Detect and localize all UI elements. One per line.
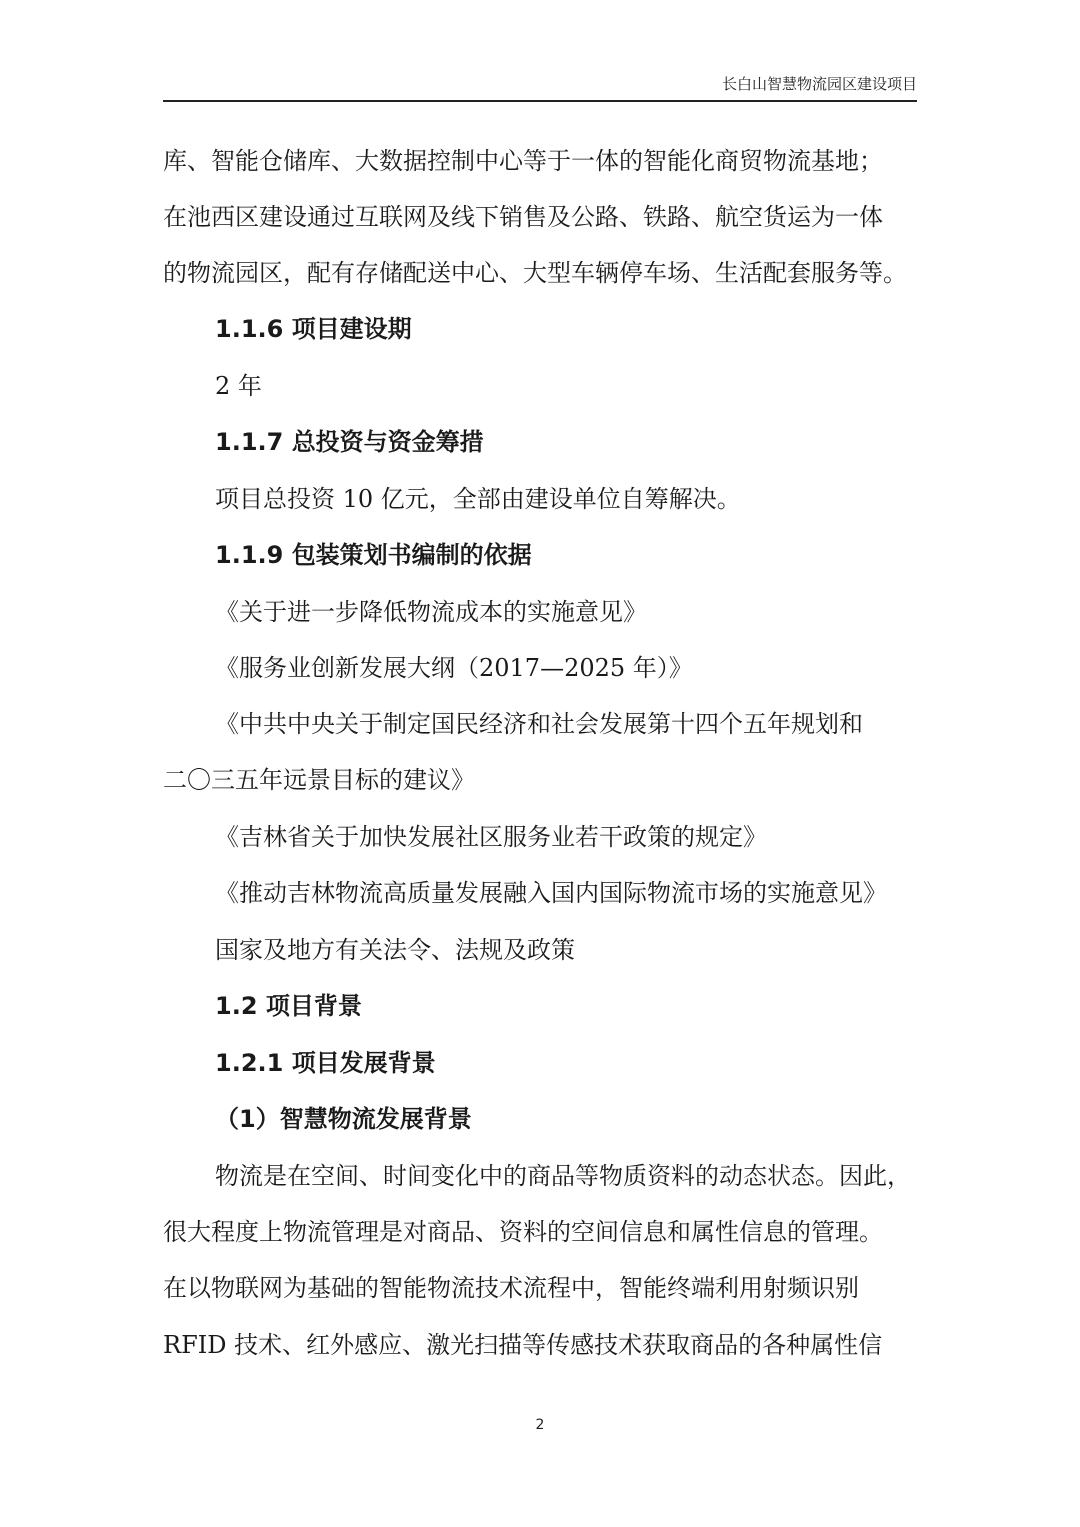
basis-item: 《服务业创新发展大纲（2017—2025 年）》 bbox=[215, 654, 693, 682]
paragraph-line: RFID 技术、红外感应、激光扫描等传感技术获取商品的各种属性信 bbox=[163, 1331, 883, 1359]
section-heading-1-2: 1.2 项目背景 bbox=[215, 992, 362, 1020]
subsection-heading: （1）智慧物流发展背景 bbox=[215, 1105, 472, 1133]
section-heading-1-2-1: 1.2.1 项目发展背景 bbox=[215, 1049, 436, 1077]
paragraph-line: 库、智能仓储库、大数据控制中心等于一体的智能化商贸物流基地； bbox=[163, 147, 883, 175]
basis-item: 国家及地方有关法令、法规及政策 bbox=[215, 936, 575, 964]
basis-item: 《吉林省关于加快发展社区服务业若干政策的规定》 bbox=[215, 823, 767, 851]
paragraph-line: 物流是在空间、时间变化中的商品等物质资料的动态状态。因此， bbox=[215, 1162, 911, 1190]
investment-text: 项目总投资 10 亿元，全部由建设单位自筹解决。 bbox=[215, 485, 741, 513]
paragraph-line: 在池西区建设通过互联网及线下销售及公路、铁路、航空货运为一体 bbox=[163, 203, 883, 231]
section-heading-1-1-9: 1.1.9 包装策划书编制的依据 bbox=[215, 541, 532, 569]
section-heading-1-1-7: 1.1.7 总投资与资金筹措 bbox=[215, 428, 484, 456]
document-title: 长白山智慧物流园区建设项目 bbox=[721, 75, 917, 93]
paragraph-line: 在以物联网为基础的智能物流技术流程中，智能终端利用射频识别 bbox=[163, 1274, 859, 1302]
basis-item-continued: 二〇三五年远景目标的建议》 bbox=[163, 766, 475, 794]
page-number: 2 bbox=[535, 1417, 545, 1433]
page-header bbox=[163, 72, 917, 102]
paragraph-line: 的物流园区，配有存储配送中心、大型车辆停车场、生活配套服务等。 bbox=[163, 259, 907, 287]
paragraph-line: 很大程度上物流管理是对商品、资料的空间信息和属性信息的管理。 bbox=[163, 1218, 883, 1246]
basis-item: 《关于进一步降低物流成本的实施意见》 bbox=[215, 598, 647, 626]
section-heading-1-1-6: 1.1.6 项目建设期 bbox=[215, 315, 412, 343]
construction-period-text: 2 年 bbox=[215, 372, 262, 400]
basis-item: 《推动吉林物流高质量发展融入国内国际物流市场的实施意见》 bbox=[215, 879, 887, 907]
basis-item: 《中共中央关于制定国民经济和社会发展第十四个五年规划和 bbox=[215, 710, 863, 738]
